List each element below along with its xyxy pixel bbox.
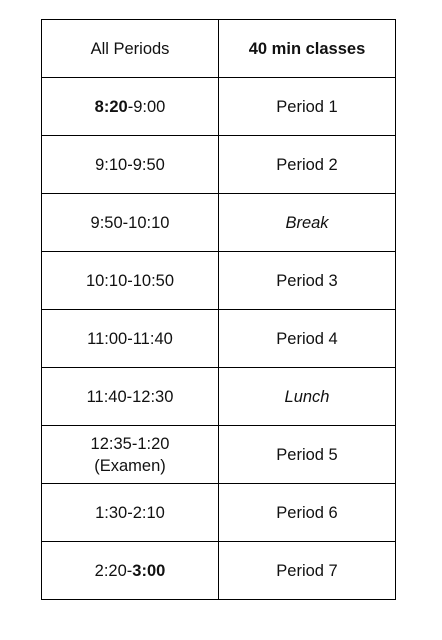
time-cell [42,542,219,600]
period-cell: Period 5 [219,426,396,484]
time-cell: 11:00-11:40 [42,310,219,368]
time-range: 12:35-1:20 [90,434,170,453]
time-separator: - [127,97,134,116]
schedule-table [41,19,396,600]
table-row [42,252,396,310]
table-row [42,484,396,542]
time-separator: - [126,561,133,580]
time-cell: 9:50-10:10 [42,194,219,252]
table-row [42,426,396,484]
period-cell: Period 4 [219,310,396,368]
lunch-cell: Lunch [219,368,396,426]
header-all-periods: All Periods [42,20,219,78]
time-start: 2:20 [94,561,127,580]
header-class-length: 40 min classes [219,20,396,78]
time-note: (Examen) [94,456,166,475]
time-cell: 11:40-12:30 [42,368,219,426]
table-row [42,310,396,368]
table-row [42,194,396,252]
table-row [42,78,396,136]
time-cell [42,78,219,136]
period-cell: Period 6 [219,484,396,542]
time-start: 8:20 [94,97,128,116]
table-row [42,542,396,600]
table-row [42,368,396,426]
period-cell: Period 1 [219,78,396,136]
time-end: 9:00 [133,97,166,116]
time-end: 3:00 [132,561,166,580]
period-cell: Period 3 [219,252,396,310]
period-cell: Period 7 [219,542,396,600]
table-header-row [42,20,396,78]
time-cell [42,426,219,484]
time-cell: 10:10-10:50 [42,252,219,310]
break-cell: Break [219,194,396,252]
time-cell: 9:10-9:50 [42,136,219,194]
period-cell: Period 2 [219,136,396,194]
time-cell: 1:30-2:10 [42,484,219,542]
table-row [42,136,396,194]
